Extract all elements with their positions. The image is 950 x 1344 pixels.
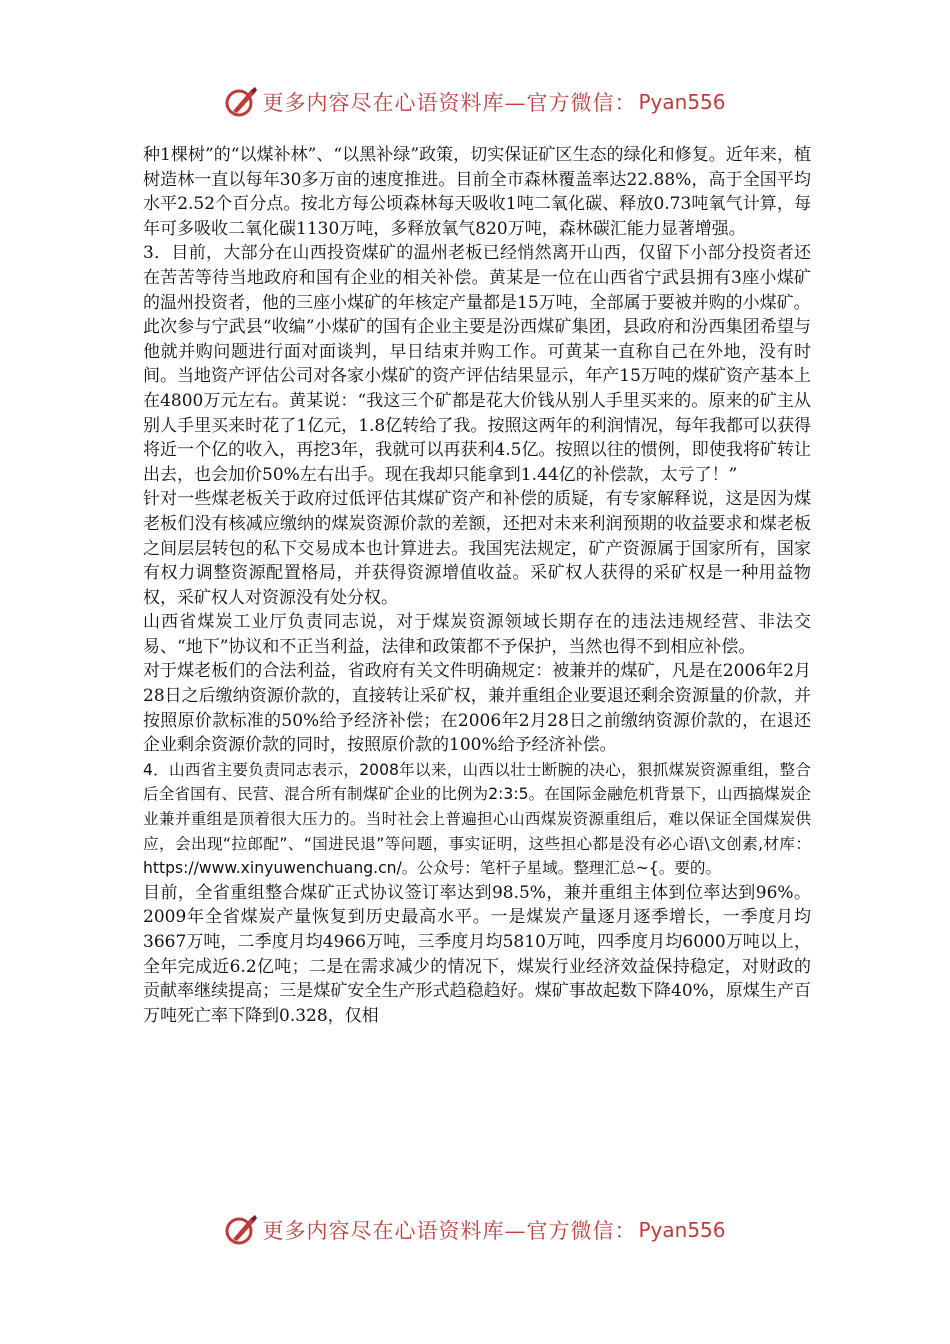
banner-text: 更多内容尽在心语资料库—官方微信：: [262, 1219, 637, 1243]
pen-logo-icon: [224, 1213, 258, 1247]
banner-wechat: Pyan556: [638, 1218, 726, 1242]
paragraph-3: 此次参与宁武县“收编”小煤矿的国有企业主要是汾西煤矿集团，县政府和汾西集团希望与他就并购问题进行面对面谈判，早日结束并购工作。可黄某一直称自己在外地，没有时间。当地资产评估公司对各家小煤矿的资产评估结果显示，年产15万吨的煤矿资产基本上在4800万元左右。黄某说：“我这三个矿都是花大价钱从别人手里买来的。原来的矿主从别人手里买来时花了1亿元，1.8亿转给了我。按照这两年的利润情况，每年我都可以获得将近一个亿的收入，再挖3年，我就可以再获利4.5亿。按照以往的惯例，即使我将矿转让出去，也会加价50%左右出手。现在我却只能拿到1.44亿的补偿款，太亏了！”: [143, 317, 811, 485]
paragraph-2: 3．目前，大部分在山西投资煤矿的温州老板已经悄然离开山西，仅留下小部分投资者还在苦苦等待当地政府和国有企业的相关补偿。黄某是一位在山西省宁武县拥有3座小煤矿的温州投资者，他的三座小煤矿的年核定产量都是15万吨，全部属于要被并购的小煤矿。: [143, 243, 811, 313]
paragraph-8: 目前，全省重组整合煤矿正式协议签订率达到98.5%，兼并重组主体到位率达到96%。2009年全省煤炭产量恢复到历史最高水平。一是煤炭产量逐月逐季增长，一季度月均3667万吨，二季度月均4966万吨，三季度月均5810万吨，四季度月均6000万吨以上，全年完成近6.2亿吨；二是在需求减少的情况下，煤炭行业经济效益保持稳定，对财政的贡献率继续提高；三是煤矿安全生产形式趋稳趋好。煤矿事故起数下降40%，原煤生产百万吨死亡率下降到0.328，仅相: [143, 882, 811, 1026]
banner-text: 更多内容尽在心语资料库—官方微信：: [262, 91, 637, 115]
header-banner: [0, 82, 950, 122]
document-body: [143, 143, 811, 1028]
paragraph-1: 种1棵树”的“以煤补林”、“以黑补绿”政策，切实保证矿区生态的绿化和修复。近年来，植树造林一直以每年30多万亩的速度推进。目前全市森林覆盖率达22.88%，高于全国平均水平2.52个百分点。按北方每公顷森林每天吸收1吨二氧化碳、释放0.73吨氧气计算，每年可多吸收二氧化碳1130万吨，多释放氧气820万吨，森林碳汇能力显著增强。: [143, 145, 811, 239]
banner-wechat: Pyan556: [638, 90, 726, 114]
paragraph-5: 山西省煤炭工业厅负责同志说，对于煤炭资源领域长期存在的违法违规经营、非法交易、“地下”协议和不正当利益，法律和政策都不予保护，当然也得不到相应补偿。: [143, 612, 811, 657]
paragraph-6: 对于煤老板们的合法利益，省政府有关文件明确规定：被兼并的煤矿，凡是在2006年2月28日之后缴纳资源价款的，直接转让采矿权，兼并重组企业要退还剩余资源量的价款，并按照原价款标准的50%给予经济补偿；在2006年2月28日之前缴纳资源价款的，在退还企业剩余资源价款的同时，按照原价款的100%给予经济补偿。: [143, 661, 811, 756]
pen-logo-icon: [224, 85, 258, 119]
paragraph-4: 针对一些煤老板关于政府过低评估其煤矿资产和补偿的质疑，有专家解释说，这是因为煤老板们没有核减应缴纳的煤炭资源价款的差额，还把对未来利润预期的收益要求和煤老板之间层层转包的私下交易成本也计算进去。我国宪法规定，矿产资源属于国家所有，国家有权力调整资源配置格局，并获得资源增值收益。采矿权人获得的采矿权是一种用益物权，采矿权人对资源没有处分权。: [143, 489, 811, 608]
footer-banner: [0, 1210, 950, 1250]
paragraph-7: 4．山西省主要负责同志表示，2008年以来，山西以壮士断腕的决心，狠抓煤炭资源重组，整合后全省国有、民营、混合所有制煤矿企业的比例为2:3:5。在国际金融危机背景下，山西搞煤炭企业兼并重组是顶着很大压力的。当时社会上普遍担心山西煤炭资源重组后，难以保证全国煤炭供应，会出现“拉郎配”、“国进民退”等问题，事实证明，这些担心都是没有必心语\文创素,材库：https://www.xinyuwenchuang.cn/。公众号：笔杆子星域。整理汇总~{。要的。: [143, 760, 811, 878]
